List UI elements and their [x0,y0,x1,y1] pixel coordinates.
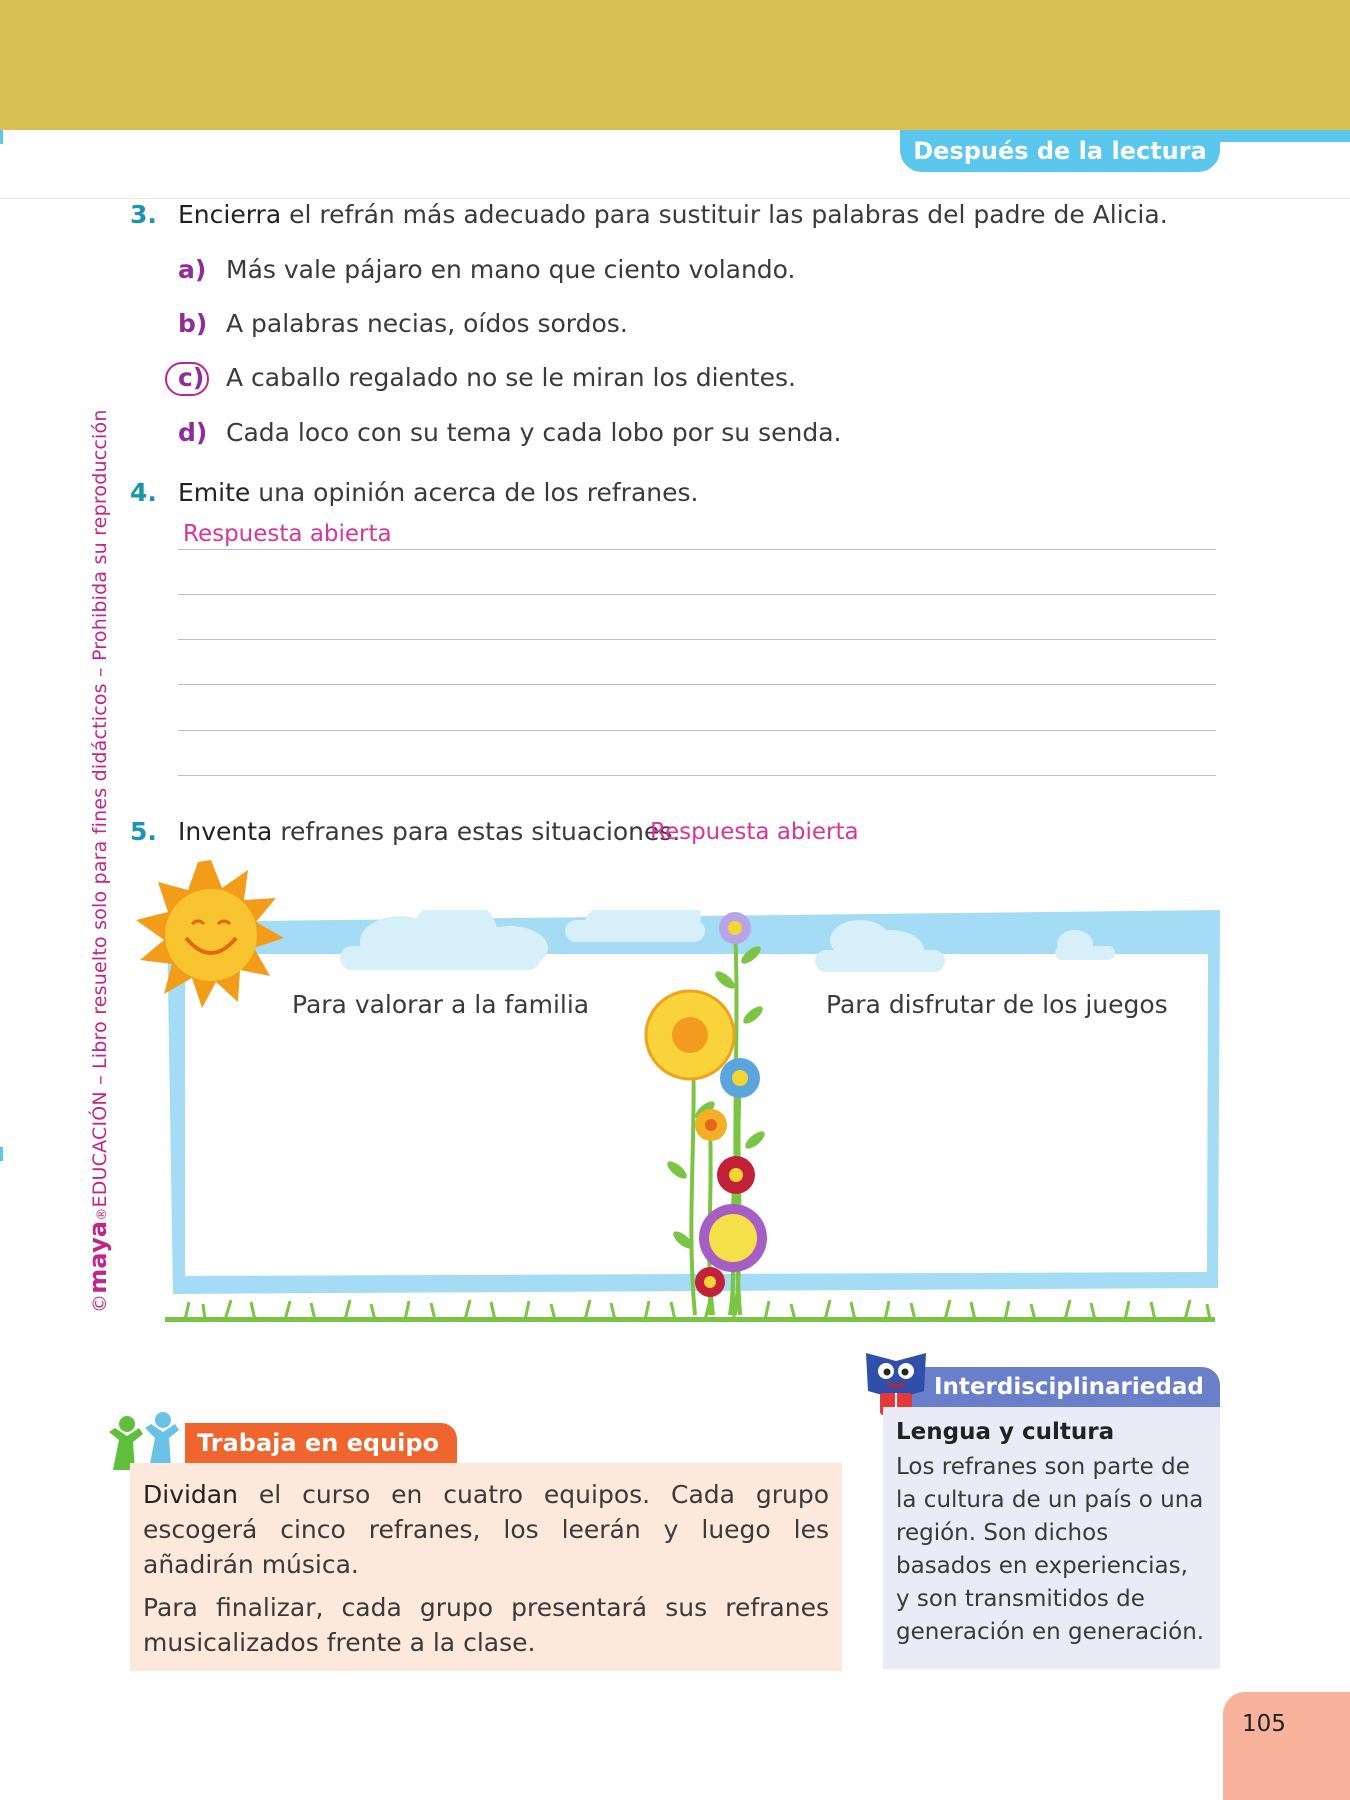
team-paragraph-1-text: el curso en cuatro equipos. Cada grupo escogerá cinco refranes, los leerán y luego les añadirán música. [143,1480,829,1579]
situations-frame [165,910,1220,1322]
writing-line [178,684,1216,685]
interdisciplinary-header [900,1367,1220,1407]
interdisciplinary-subtitle: Lengua y cultura [896,1419,1115,1445]
q3-option-a-text[interactable]: Más vale pájaro en mano que ciento volando. [226,255,796,284]
q3-option-a-letter: a) [178,255,207,284]
copyright-text: EDUCACIÓN – Libro resuelto solo para fines didácticos – Prohibida su reproducción [89,409,111,1208]
copyright-symbol: © [89,1293,111,1313]
q5-verb: Inventa [178,817,273,846]
writing-line [178,730,1216,731]
section-tab-strip [1215,130,1350,142]
copyright-notice [84,409,112,1313]
q5-number: 5. [130,817,157,846]
section-tab [900,130,1220,172]
writing-line [178,775,1216,776]
writing-line [178,549,1216,550]
flower-icon [695,1109,727,1141]
interdisciplinary-title: Interdisciplinariedad [934,1374,1204,1400]
q3-verb: Encierra [178,200,282,229]
flower-icon [699,1204,767,1272]
team-box-header [185,1423,457,1463]
flower-icon [695,1267,725,1297]
flower-icon [719,912,751,944]
interdisciplinary-body: Los refranes son parte de la cultura de un país o una región. Son dichos basados en experiencias, y son transmitidos de generación en generación. [896,1454,1205,1645]
edge-mark-top [0,130,3,144]
interdisciplinary-box [883,1407,1220,1669]
writing-line [178,639,1216,640]
registered-mark: ® [95,1207,110,1221]
grass-strip [165,1300,1215,1320]
sunflower-icon [646,991,734,1079]
team-box [130,1463,842,1671]
page-number-tab [1223,1692,1350,1800]
flower-icon [720,1058,760,1098]
q4-answer[interactable]: Respuesta abierta [183,521,392,547]
team-paragraph-1 [143,1477,829,1582]
cloud-icon [565,910,705,942]
q3-option-c-letter: c) [178,363,205,392]
team-paragraph-2: Para finalizar, cada grupo presentará sus refranes musicalizados frente a la clase. [143,1593,829,1657]
header-divider [0,198,1350,199]
team-box-title: Trabaja en equipo [197,1429,440,1457]
writing-line [178,594,1216,595]
sun-icon [136,860,286,1010]
page-number: 105 [1242,1711,1286,1737]
brand-name: maya [84,1220,112,1294]
q3-option-d-text[interactable]: Cada loco con su tema y cada lobo por su senda. [226,418,842,447]
section-tab-label: Después de la lectura [913,137,1207,165]
q5-text: refranes para estas situaciones. [272,817,681,846]
q3-option-b-text[interactable]: A palabras necias, oídos sordos. [226,309,628,338]
q3-option-d-letter: d) [178,418,208,447]
q5-right-label: Para disfrutar de los juegos [826,990,1168,1019]
q3-text: el refrán más adecuado para sustituir las palabras del padre de Alicia. [281,200,1168,229]
q4-prompt [178,478,698,507]
q3-option-c-text[interactable]: A caballo regalado no se le miran los dientes. [226,363,796,392]
q5-prompt [178,817,680,846]
top-color-band [0,0,1350,130]
q4-verb: Emite [178,478,251,507]
flower-icon [717,1156,755,1194]
q4-text: una opinión acerca de los refranes. [250,478,699,507]
q3-number: 3. [130,200,157,229]
edge-mark-bottom [0,1147,3,1161]
q3-option-b-letter: b) [178,309,208,338]
q3-prompt [178,200,1168,229]
q5-left-label: Para valorar a la familia [292,990,590,1019]
q4-number: 4. [130,478,157,507]
team-verb: Dividan [143,1480,238,1509]
q5-answer: Respuesta abierta [650,819,859,845]
